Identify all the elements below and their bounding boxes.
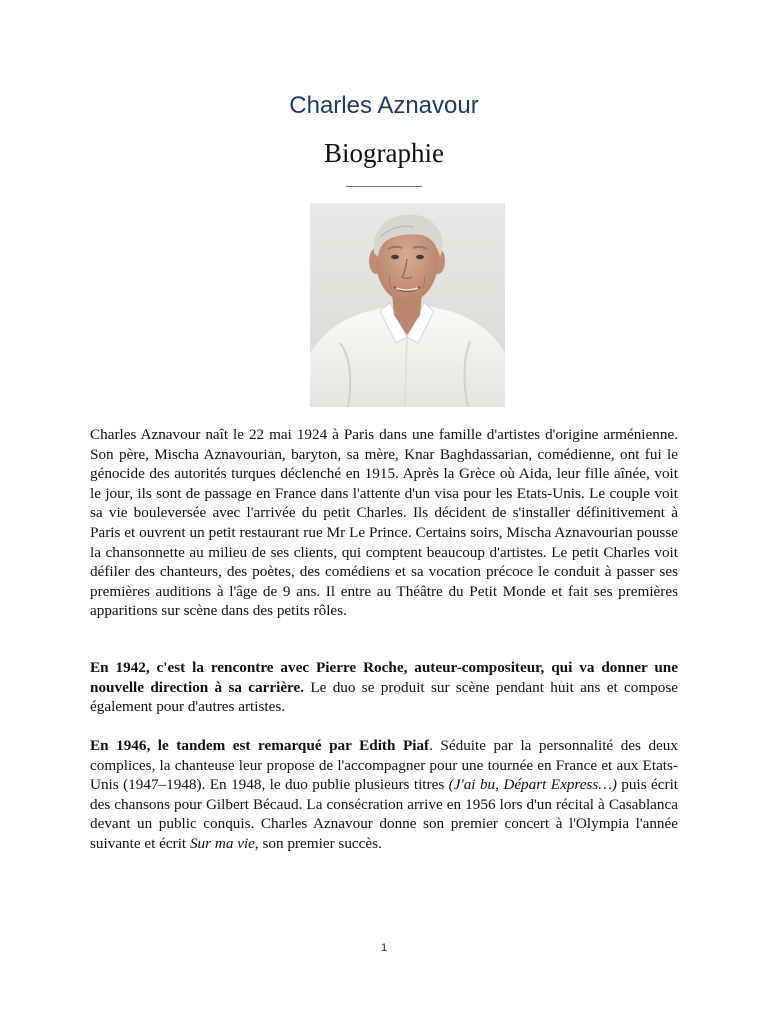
- paragraph-3-text-2: puis écrit des chansons pour Gilbert Bécaud. La consécration arrive en 1956 lors d'un récital à Casablanca devant un public conquis. Charles Aznavour donne son premier concert à l'Olympia l'année suivante et écrit: [90, 776, 679, 852]
- biography-paragraph-1: [90, 425, 678, 621]
- portrait-photo: [310, 203, 505, 407]
- page-number: 1: [380, 942, 388, 954]
- paragraph-3-bold: En 1946, le tandem est remarqué par Edith Piaf: [90, 737, 430, 754]
- paragraph-3-text-1: . Séduite par la personnalité des deux complices, la chanteuse leur propose de l'accompagner pour une tournée en France et aux Etats-Unis (1947–1948). En 1948, le duo publie plusieurs titres: [90, 737, 678, 794]
- paragraph-1-text: Charles Aznavour naît le 22 mai 1924 à Paris dans une famille d'artistes d'origine arménienne. Son père, Mischa Aznavourian, baryton, sa mère, Knar Baghdassarian, comédienne, ont fui le génocide des autorités turques déclenché en 1915. Après la Grèce où Aida, leur fille aînée, voit le jour, ils sont de passage en France dans l'attente d'un visa pour les Etats-Unis. Le couple voit sa vie bouleversée avec l'arrivée du petit Charles. Ils décident de s'installer définitivement à Paris et ouvrent un petit restaurant rue Mr Le Prince. Certains soirs, Mischa Aznavourian pousse la chansonnette au milieu de ses clients, qui comptent beaucoup d'artistes. Le petit Charles voit défiler des chanteurs, des poètes, des comédiens et sa vocation précoce le conduit à passer ses premières auditions à l'âge de 9 ans. Il entre au Théâtre du Petit Monde et fait ses premières apparitions sur scène dans des petits rôles.: [90, 426, 678, 620]
- paragraph-3-text-3: , son premier succès.: [254, 834, 382, 852]
- paragraph-3-italic-2: Sur ma vie: [189, 834, 255, 852]
- page-subtitle: Biographie: [324, 138, 444, 168]
- page-title: Charles Aznavour: [289, 92, 479, 119]
- paragraph-2-text: Le duo se produit sur scène pendant huit ans et compose également pour d'autres artistes.: [90, 678, 678, 716]
- paragraph-2-bold: En 1942, c'est la rencontre avec Pierre Roche, auteur-compositeur, qui va donner une nouvelle direction à sa carrière.: [90, 659, 678, 696]
- biography-paragraph-3: [90, 736, 678, 854]
- title-divider: [346, 186, 422, 187]
- biography-paragraph-2: [90, 658, 678, 717]
- paragraph-3-italic-1: (J'ai bu, Départ Express…): [448, 776, 617, 794]
